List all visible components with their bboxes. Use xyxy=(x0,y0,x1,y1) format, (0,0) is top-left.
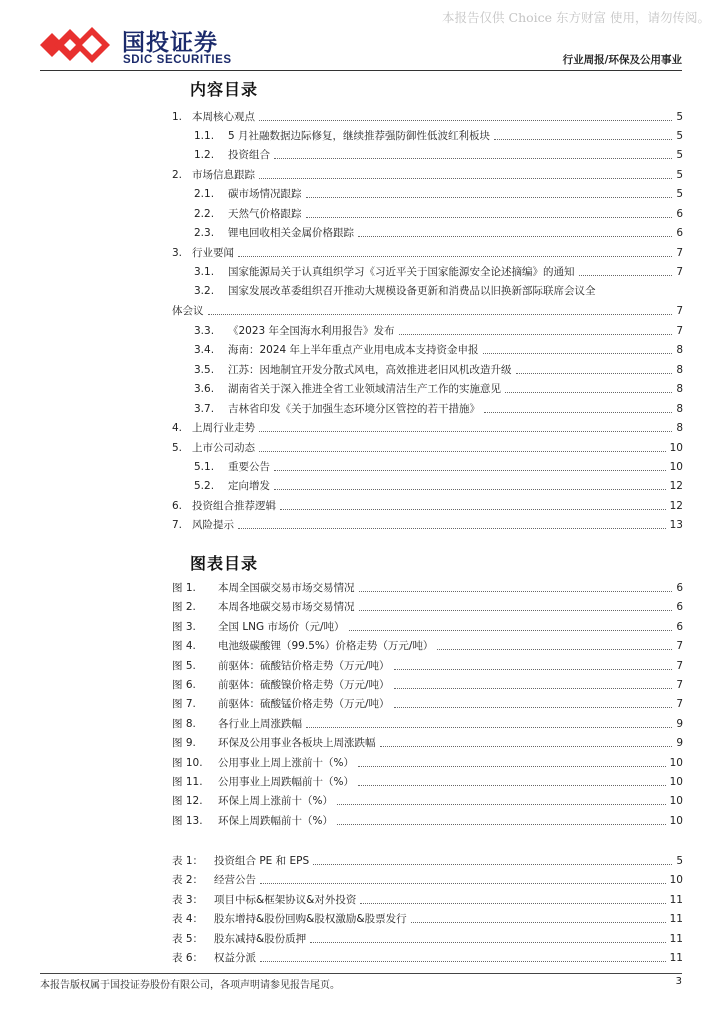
toc-entry-page: 7 xyxy=(676,659,683,672)
toc-leader xyxy=(310,942,665,943)
toc-entry-page: 10 xyxy=(669,461,683,473)
toc-leader xyxy=(306,217,673,218)
toc-entry-page: 11 xyxy=(669,913,683,926)
toc-leader xyxy=(337,804,666,805)
toc-entry-title: 投资组合 PE 和 EPS xyxy=(214,855,310,867)
toc-entry[interactable] xyxy=(172,889,683,907)
toc-entry-page: 13 xyxy=(669,519,683,531)
toc-entry-number: 图 12. xyxy=(172,795,203,808)
toc-entry[interactable] xyxy=(172,635,683,653)
toc-entry-page: 6 xyxy=(676,208,683,220)
toc-leader xyxy=(358,766,666,767)
toc-entry[interactable] xyxy=(172,261,683,279)
toc-leader xyxy=(260,961,666,962)
page-number: 3 xyxy=(675,976,682,987)
toc-leader xyxy=(394,707,673,708)
toc-leader xyxy=(358,236,672,237)
toc-entry[interactable] xyxy=(172,475,683,493)
toc-leader xyxy=(208,314,673,315)
toc-entry-title: 经营公告 xyxy=(214,874,256,887)
toc-entry[interactable] xyxy=(172,869,683,887)
toc-entry-number: 3. xyxy=(172,247,183,259)
toc-entry-number: 3.6. xyxy=(194,383,215,395)
toc-entry-title: 《2023 年全国海水利用报告》发布 xyxy=(228,325,395,337)
toc-entry-number: 5.1. xyxy=(194,461,215,473)
toc-entry[interactable] xyxy=(172,596,683,614)
toc-entry[interactable] xyxy=(172,300,683,318)
toc-entry[interactable] xyxy=(172,320,683,338)
toc-entry-number: 5.2. xyxy=(194,480,215,492)
toc-leader xyxy=(238,256,672,257)
toc-entry-page: 6 xyxy=(676,227,683,239)
report-category: 行业周报/环保及公用事业 xyxy=(562,54,682,66)
toc-entry-number: 2.3. xyxy=(194,227,215,239)
toc-entry-number: 2.2. xyxy=(194,208,215,220)
toc-entry-number: 图 4. xyxy=(172,640,196,653)
toc-leader xyxy=(484,412,672,413)
toc-entry-page: 7 xyxy=(676,640,683,653)
toc-leader xyxy=(394,669,673,670)
toc-leader xyxy=(359,591,673,592)
toc-leader xyxy=(411,922,666,923)
toc-entry-number: 3.2. xyxy=(194,285,215,297)
toc-entry-title: 权益分派 xyxy=(214,952,256,964)
figures-title: 图表目录 xyxy=(190,554,259,573)
toc-entry-number: 图 6. xyxy=(172,679,196,691)
toc-entry-title: 市场信息跟踪 xyxy=(192,169,255,181)
toc-leader xyxy=(394,688,673,689)
toc-entry-title: 环保及公用事业各板块上周涨跌幅 xyxy=(218,737,376,750)
company-logo xyxy=(40,24,240,70)
toc-entry-title: 股东增持&股份回购&股权激励&股票发行 xyxy=(214,913,407,926)
toc-entry[interactable] xyxy=(172,359,683,377)
toc-leader xyxy=(260,883,666,884)
toc-entry-title: 风险提示 xyxy=(192,519,234,531)
toc-leader xyxy=(259,451,666,452)
toc-entry[interactable] xyxy=(172,164,683,182)
toc-entry-title: 重要公告 xyxy=(228,461,270,473)
toc-leader xyxy=(274,489,666,490)
toc-entry-page: 10 xyxy=(669,814,683,827)
toc-entry-title: 天然气价格跟踪 xyxy=(228,208,302,220)
toc-leader xyxy=(280,509,666,510)
toc-entry-page: 10 xyxy=(669,442,683,454)
logo-text-en: SDIC SECURITIES xyxy=(123,54,232,66)
toc-entry-number: 图 8. xyxy=(172,717,196,730)
watermark: 本报告仅供 Choice 东方财富 使用，请勿传阅。 xyxy=(442,10,710,25)
toc-entry-page: 5 xyxy=(676,188,683,200)
toc-entry-number: 图 13. xyxy=(172,814,203,827)
toc-entry[interactable] xyxy=(172,437,683,455)
toc-entry-title: 上周行业走势 xyxy=(192,422,255,434)
toc-entry-title: 国家能源局关于认真组织学习《习近平关于国家能源安全论述摘编》的通知 xyxy=(228,266,575,278)
toc-entry[interactable] xyxy=(172,771,683,789)
toc-entry-page: 5 xyxy=(676,855,683,867)
toc-entry-number: 图 2. xyxy=(172,601,196,614)
toc-entry-page: 10 xyxy=(669,795,683,808)
toc-leader xyxy=(380,746,673,747)
toc-entry-number: 1. xyxy=(172,111,183,123)
toc-leader xyxy=(516,373,673,374)
toc-entry-title: 江苏：因地制宜开发分散式风电，高效推进老旧风机改造升级 xyxy=(228,364,512,376)
toc-entry-title: 碳市场情况跟踪 xyxy=(228,188,302,200)
toc-entry-title: 湖南省关于深入推进全省工业领域清洁生产工作的实施意见 xyxy=(228,383,501,395)
toc-entry-number: 表 6： xyxy=(172,952,204,964)
toc-entry-page: 8 xyxy=(676,364,683,376)
toc-leader xyxy=(306,727,672,728)
toc-entry[interactable] xyxy=(172,456,683,474)
toc-entry-page: 5 xyxy=(676,111,683,123)
toc-leader xyxy=(259,178,672,179)
toc-entry-page: 11 xyxy=(669,893,683,906)
sdic-logo-icon xyxy=(40,26,118,64)
toc-entry[interactable] xyxy=(172,398,683,416)
toc-entry-number: 3.4. xyxy=(194,344,215,356)
toc-entry-number: 图 9. xyxy=(172,737,196,750)
toc-entry-title: 体会议 xyxy=(172,305,204,317)
toc-entry-title: 前驱体：硫酸锰价格走势（万元/吨） xyxy=(218,698,390,711)
toc-entry[interactable] xyxy=(172,242,683,260)
toc-entry-page: 10 xyxy=(669,874,683,887)
toc-entry[interactable] xyxy=(172,850,683,868)
toc-entry[interactable] xyxy=(172,125,683,143)
toc-entry[interactable] xyxy=(172,339,683,357)
toc-entry-page: 8 xyxy=(676,422,683,434)
toc-entry-page: 12 xyxy=(669,480,683,492)
toc-entry[interactable] xyxy=(172,732,683,750)
toc-entry-title: 前驱体：硫酸钴价格走势（万元/吨） xyxy=(218,659,390,672)
toc-entry-title: 公用事业上周跌幅前十（%） xyxy=(218,776,354,788)
toc-entry[interactable] xyxy=(172,203,683,221)
toc-entry-page: 6 xyxy=(676,601,683,614)
toc-leader xyxy=(358,785,666,786)
toc-entry-number: 图 1. xyxy=(172,582,196,594)
toc-entry-number: 表 5： xyxy=(172,932,204,945)
toc-entry-page: 9 xyxy=(676,717,683,730)
toc-entry-page: 9 xyxy=(676,737,683,750)
toc-entry-title: 吉林省印发《关于加强生态环境分区管控的若干措施》 xyxy=(228,403,480,415)
toc-entry-number: 7. xyxy=(172,519,183,531)
toc-entry-number: 图 10. xyxy=(172,756,203,769)
toc-entry-page: 11 xyxy=(669,952,683,964)
toc-entry-number: 6. xyxy=(172,500,183,512)
toc-entry-number: 4. xyxy=(172,422,183,434)
toc-entry-wrapped-line[interactable] xyxy=(194,284,683,298)
toc-entry[interactable] xyxy=(172,693,683,711)
toc-entry-page: 8 xyxy=(676,383,683,395)
toc-entry[interactable] xyxy=(172,810,683,828)
toc-entry[interactable] xyxy=(172,106,683,124)
toc-entry-title: 电池级碳酸锂（99.5%）价格走势（万元/吨） xyxy=(218,640,434,653)
toc-entry-number: 1.1. xyxy=(194,130,215,142)
toc-entry-number: 3.7. xyxy=(194,403,215,415)
toc-entry-page: 6 xyxy=(676,582,683,594)
toc-entry-title: 本周各地碳交易市场交易情况 xyxy=(218,601,355,614)
toc-entry-page: 5 xyxy=(676,169,683,181)
toc-leader xyxy=(337,824,666,825)
toc-entry-title: 海南：2024 年上半年重点产业用电成本支持资金申报 xyxy=(228,344,479,356)
toc-leader xyxy=(259,120,672,121)
toc-entry[interactable] xyxy=(172,790,683,808)
toc-entry[interactable] xyxy=(172,908,683,926)
toc-leader xyxy=(399,334,673,335)
toc-entry-number: 3.3. xyxy=(194,325,215,337)
toc-entry[interactable] xyxy=(172,417,683,435)
toc-entry[interactable] xyxy=(172,752,683,770)
toc-entry-number: 图 5. xyxy=(172,659,196,672)
toc-leader xyxy=(274,158,672,159)
toc-entry-page: 8 xyxy=(676,344,683,356)
logo-text-cn: 国投证券 xyxy=(122,30,218,56)
toc-entry[interactable] xyxy=(172,378,683,396)
toc-entry-number: 3.5. xyxy=(194,364,215,376)
toc-entry-title: 上市公司动态 xyxy=(192,442,255,454)
toc-entry-title: 各行业上周涨跌幅 xyxy=(218,717,302,730)
toc-entry-title: 全国 LNG 市场价（元/吨） xyxy=(218,620,345,633)
toc-leader xyxy=(259,431,672,432)
toc-entry-page: 7 xyxy=(676,325,683,337)
toc-leader xyxy=(360,903,665,904)
toc-entry-title: 股东减持&股份质押 xyxy=(214,932,307,945)
toc-entry-number: 表 1： xyxy=(172,855,204,867)
toc-entry-page: 11 xyxy=(669,932,683,945)
toc-entry[interactable] xyxy=(172,577,683,595)
toc-entry-title: 5 月社融数据边际修复，继续推荐强防御性低波红利板块 xyxy=(228,130,491,142)
toc-entry-page: 7 xyxy=(676,698,683,711)
toc-entry-title: 本周核心观点 xyxy=(192,111,255,123)
toc-entry-number: 1.2. xyxy=(194,149,215,161)
toc-entry-page: 10 xyxy=(669,776,683,788)
toc-entry-number: 2.1. xyxy=(194,188,215,200)
toc-entry-title: 环保上周跌幅前十（%） xyxy=(218,814,333,827)
toc-entry-title: 前驱体：硫酸镍价格走势（万元/吨） xyxy=(218,679,390,691)
toc-entry-title: 本周全国碳交易市场交易情况 xyxy=(218,582,355,594)
toc-leader xyxy=(313,864,672,865)
toc-entry-number: 表 3： xyxy=(172,893,204,906)
toc-entry-page: 12 xyxy=(669,500,683,512)
toc-leader xyxy=(483,353,673,354)
toc-entry[interactable] xyxy=(172,514,683,532)
toc-entry[interactable] xyxy=(172,495,683,513)
toc-entry-title: 锂电回收相关金属价格跟踪 xyxy=(228,227,354,239)
toc-entry-number: 3.1. xyxy=(194,266,215,278)
toc-entry-title: 环保上周上涨前十（%） xyxy=(218,795,333,808)
toc-entry-number: 表 4： xyxy=(172,913,204,926)
toc-entry-page: 6 xyxy=(676,620,683,633)
toc-leader xyxy=(437,649,672,650)
header-divider xyxy=(40,70,682,71)
toc-entry-title: 行业要闻 xyxy=(192,247,234,259)
toc-entry-number: 图 11. xyxy=(172,776,203,788)
footer-divider xyxy=(40,973,682,974)
toc-entry[interactable] xyxy=(172,713,683,731)
contents-title: 内容目录 xyxy=(190,80,259,99)
toc-entry-number: 图 7. xyxy=(172,698,196,711)
toc-entry-title: 投资组合 xyxy=(228,149,270,161)
toc-entry-page: 8 xyxy=(676,403,683,415)
toc-leader xyxy=(505,392,672,393)
toc-entry-page: 5 xyxy=(676,130,683,142)
toc-entry-title: 国家发展改革委组织召开推动大规模设备更新和消费品以旧换新部际联席会议全 xyxy=(228,285,596,297)
toc-entry-number: 5. xyxy=(172,442,183,454)
toc-entry-page: 5 xyxy=(676,149,683,161)
toc-entry-title: 投资组合推荐逻辑 xyxy=(192,500,276,512)
toc-entry[interactable] xyxy=(172,928,683,946)
toc-entry[interactable] xyxy=(172,616,683,634)
toc-leader xyxy=(494,139,672,140)
toc-entry-number: 2. xyxy=(172,169,183,181)
toc-entry-page: 7 xyxy=(676,305,683,317)
toc-entry-title: 项目中标&框架协议&对外投资 xyxy=(214,893,357,906)
toc-leader xyxy=(306,197,673,198)
toc-leader xyxy=(579,275,673,276)
toc-entry-page: 10 xyxy=(669,756,683,769)
toc-entry-page: 7 xyxy=(676,266,683,278)
toc-entry-page: 7 xyxy=(676,247,683,259)
toc-leader xyxy=(238,528,666,529)
toc-entry-number: 图 3. xyxy=(172,620,196,633)
toc-entry[interactable] xyxy=(172,674,683,692)
toc-entry[interactable] xyxy=(172,655,683,673)
toc-entry-title: 公用事业上周上涨前十（%） xyxy=(218,756,354,769)
toc-leader xyxy=(359,610,673,611)
toc-leader xyxy=(274,470,666,471)
toc-leader xyxy=(349,630,673,631)
toc-entry-page: 7 xyxy=(676,679,683,691)
footer-disclaimer: 本报告版权属于国投证券股份有限公司，各项声明请参见报告尾页。 xyxy=(40,980,340,991)
toc-entry-number: 表 2： xyxy=(172,874,204,887)
toc-entry[interactable] xyxy=(172,144,683,162)
toc-entry-title: 定向增发 xyxy=(228,480,270,492)
toc-entry[interactable] xyxy=(172,183,683,201)
toc-entry[interactable] xyxy=(172,222,683,240)
toc-entry[interactable] xyxy=(172,947,683,965)
